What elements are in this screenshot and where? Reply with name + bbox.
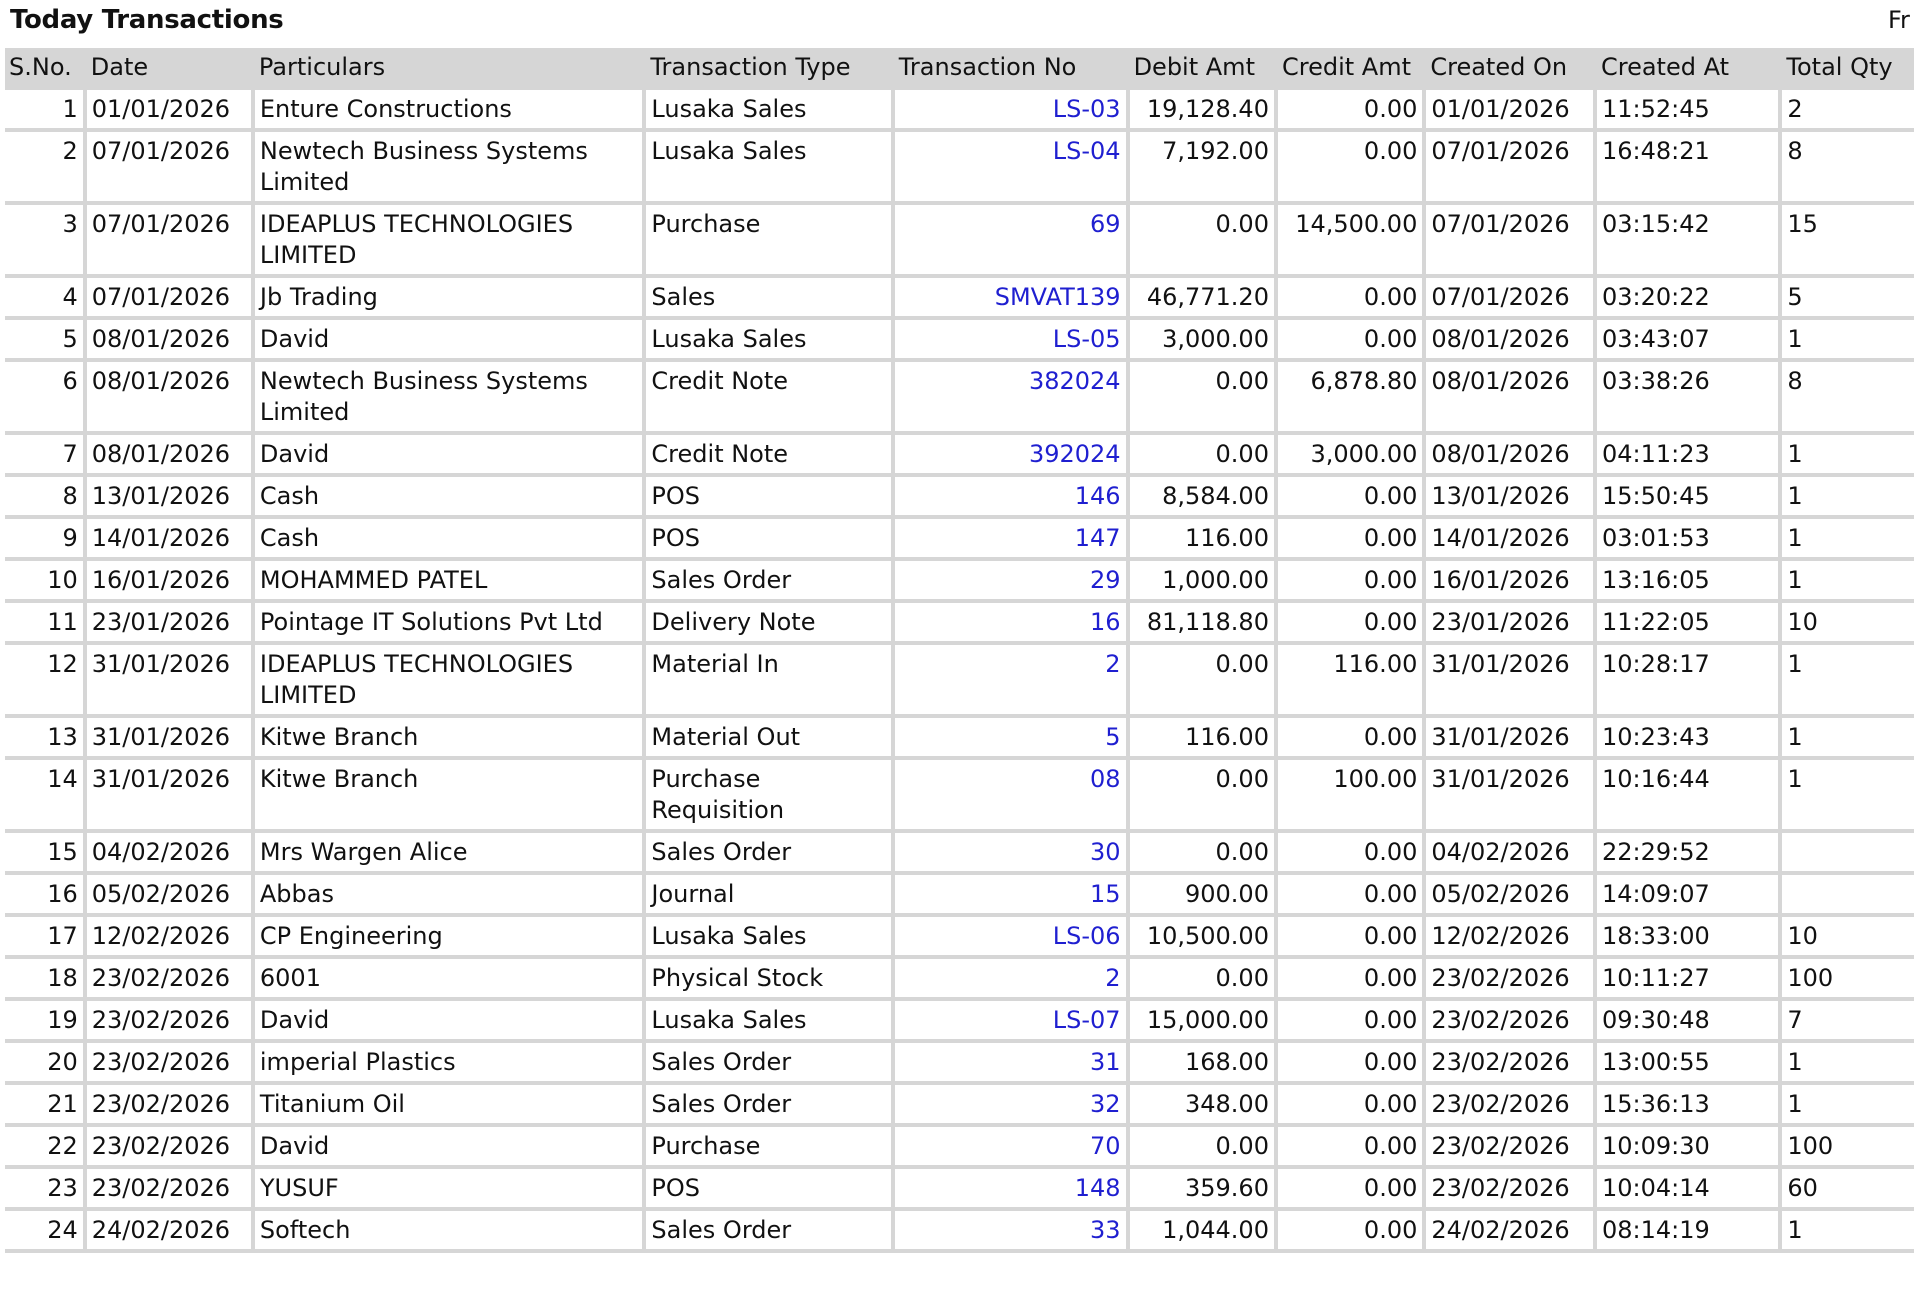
debit-amt-cell: 46,771.20 — [1130, 278, 1274, 316]
transaction-type-cell: POS — [646, 1169, 890, 1207]
transaction-type-cell: Material Out — [646, 718, 890, 756]
sno-cell: 14 — [5, 760, 83, 829]
transaction-type-cell: Lusaka Sales — [646, 320, 890, 358]
truncated-header-text: Fr — [1888, 6, 1910, 34]
table-row[interactable] — [5, 1211, 1914, 1249]
particulars-cell: Enture Constructions — [255, 90, 643, 128]
transaction-no-link[interactable]: 2 — [895, 959, 1126, 997]
created-on-cell: 07/01/2026 — [1426, 132, 1593, 201]
created-at-cell: 11:52:45 — [1597, 90, 1778, 128]
total-qty-cell: 1 — [1782, 1211, 1914, 1249]
debit-amt-cell: 0.00 — [1130, 362, 1274, 431]
table-row[interactable] — [5, 362, 1914, 431]
particulars-cell: Titanium Oil — [255, 1085, 643, 1123]
transaction-type-cell: Delivery Note — [646, 603, 890, 641]
transaction-no-link[interactable]: LS-07 — [895, 1001, 1126, 1039]
created-on-cell: 23/02/2026 — [1426, 1085, 1593, 1123]
credit-amt-cell: 0.00 — [1278, 1169, 1422, 1207]
debit-amt-cell: 348.00 — [1130, 1085, 1274, 1123]
sno-cell: 7 — [5, 435, 83, 473]
debit-amt-cell: 116.00 — [1130, 519, 1274, 557]
credit-amt-cell: 100.00 — [1278, 760, 1422, 829]
created-at-cell: 10:09:30 — [1597, 1127, 1778, 1165]
total-qty-cell — [1782, 875, 1914, 913]
created-on-cell: 23/02/2026 — [1426, 1169, 1593, 1207]
particulars-cell: David — [255, 435, 643, 473]
transaction-no-link[interactable]: 382024 — [895, 362, 1126, 431]
transaction-type-cell: Journal — [646, 875, 890, 913]
transaction-no-link[interactable]: 30 — [895, 833, 1126, 871]
date-cell: 13/01/2026 — [87, 477, 251, 515]
debit-amt-cell: 3,000.00 — [1130, 320, 1274, 358]
created-on-cell: 08/01/2026 — [1426, 435, 1593, 473]
transaction-no-link[interactable]: 392024 — [895, 435, 1126, 473]
transaction-no-link[interactable]: 32 — [895, 1085, 1126, 1123]
sno-cell: 22 — [5, 1127, 83, 1165]
total-qty-cell: 60 — [1782, 1169, 1914, 1207]
sno-cell: 2 — [5, 132, 83, 201]
column-header-sno[interactable]: S.No. — [5, 48, 83, 86]
date-cell: 08/01/2026 — [87, 320, 251, 358]
date-cell: 14/01/2026 — [87, 519, 251, 557]
date-cell: 12/02/2026 — [87, 917, 251, 955]
created-on-cell: 01/01/2026 — [1426, 90, 1593, 128]
created-at-cell: 03:15:42 — [1597, 205, 1778, 274]
created-on-cell: 07/01/2026 — [1426, 278, 1593, 316]
transactions-grid — [5, 48, 1914, 1306]
total-qty-cell: 10 — [1782, 917, 1914, 955]
transaction-type-cell: Sales Order — [646, 1211, 890, 1249]
debit-amt-cell: 1,000.00 — [1130, 561, 1274, 599]
particulars-cell: David — [255, 1127, 643, 1165]
date-cell: 24/02/2026 — [87, 1211, 251, 1249]
sno-cell: 12 — [5, 645, 83, 714]
table-body — [5, 90, 1914, 1249]
sno-cell: 20 — [5, 1043, 83, 1081]
debit-amt-cell: 900.00 — [1130, 875, 1274, 913]
transaction-type-cell: Lusaka Sales — [646, 1001, 890, 1039]
transaction-type-cell: Lusaka Sales — [646, 917, 890, 955]
date-cell: 23/01/2026 — [87, 603, 251, 641]
particulars-cell: Abbas — [255, 875, 643, 913]
total-qty-cell: 1 — [1782, 477, 1914, 515]
transaction-no-link[interactable]: 70 — [895, 1127, 1126, 1165]
created-on-cell: 14/01/2026 — [1426, 519, 1593, 557]
created-at-cell: 10:16:44 — [1597, 760, 1778, 829]
table-row[interactable] — [5, 1085, 1914, 1123]
created-at-cell: 03:43:07 — [1597, 320, 1778, 358]
debit-amt-cell: 19,128.40 — [1130, 90, 1274, 128]
date-cell: 23/02/2026 — [87, 1169, 251, 1207]
total-qty-cell — [1782, 833, 1914, 871]
column-header-date[interactable]: Date — [87, 48, 251, 86]
credit-amt-cell: 0.00 — [1278, 1001, 1422, 1039]
credit-amt-cell: 3,000.00 — [1278, 435, 1422, 473]
transaction-type-cell: Physical Stock — [646, 959, 890, 997]
created-on-cell: 07/01/2026 — [1426, 205, 1593, 274]
date-cell: 01/01/2026 — [87, 90, 251, 128]
created-at-cell: 16:48:21 — [1597, 132, 1778, 201]
debit-amt-cell: 0.00 — [1130, 435, 1274, 473]
transaction-no-link[interactable]: 2 — [895, 645, 1126, 714]
total-qty-cell: 15 — [1782, 205, 1914, 274]
total-qty-cell: 10 — [1782, 603, 1914, 641]
total-qty-cell: 100 — [1782, 959, 1914, 997]
created-on-cell: 05/02/2026 — [1426, 875, 1593, 913]
particulars-cell: Cash — [255, 477, 643, 515]
debit-amt-cell: 168.00 — [1130, 1043, 1274, 1081]
transaction-type-cell: Sales — [646, 278, 890, 316]
table-row[interactable] — [5, 603, 1914, 641]
sno-cell: 10 — [5, 561, 83, 599]
created-on-cell: 08/01/2026 — [1426, 362, 1593, 431]
date-cell: 08/01/2026 — [87, 362, 251, 431]
transaction-type-cell: Purchase — [646, 1127, 890, 1165]
created-at-cell: 03:20:22 — [1597, 278, 1778, 316]
created-at-cell: 08:14:19 — [1597, 1211, 1778, 1249]
created-on-cell: 23/01/2026 — [1426, 603, 1593, 641]
debit-amt-cell: 0.00 — [1130, 645, 1274, 714]
total-qty-cell: 2 — [1782, 90, 1914, 128]
created-at-cell: 09:30:48 — [1597, 1001, 1778, 1039]
debit-amt-cell: 359.60 — [1130, 1169, 1274, 1207]
date-cell: 31/01/2026 — [87, 760, 251, 829]
table-row[interactable] — [5, 435, 1914, 473]
sno-cell: 21 — [5, 1085, 83, 1123]
credit-amt-cell: 6,878.80 — [1278, 362, 1422, 431]
total-qty-cell: 1 — [1782, 1085, 1914, 1123]
date-cell: 08/01/2026 — [87, 435, 251, 473]
particulars-cell: Mrs Wargen Alice — [255, 833, 643, 871]
created-on-cell: 13/01/2026 — [1426, 477, 1593, 515]
table-row[interactable] — [5, 519, 1914, 557]
sno-cell: 6 — [5, 362, 83, 431]
transaction-type-cell: Lusaka Sales — [646, 90, 890, 128]
date-cell: 23/02/2026 — [87, 1127, 251, 1165]
sno-cell: 1 — [5, 90, 83, 128]
particulars-cell: Softech — [255, 1211, 643, 1249]
credit-amt-cell: 0.00 — [1278, 603, 1422, 641]
transaction-no-link[interactable]: LS-04 — [895, 132, 1126, 201]
transaction-type-cell: Sales Order — [646, 1043, 890, 1081]
table-row[interactable] — [5, 1169, 1914, 1207]
column-header-total-qty[interactable]: Total Qty — [1782, 48, 1914, 86]
credit-amt-cell: 0.00 — [1278, 1043, 1422, 1081]
created-at-cell: 10:23:43 — [1597, 718, 1778, 756]
transaction-no-link[interactable]: 31 — [895, 1043, 1126, 1081]
date-cell: 07/01/2026 — [87, 205, 251, 274]
transactions-table — [5, 48, 1914, 1253]
table-row[interactable] — [5, 718, 1914, 756]
column-header-particulars[interactable]: Particulars — [255, 48, 643, 86]
created-on-cell: 31/01/2026 — [1426, 718, 1593, 756]
transaction-no-link[interactable]: LS-06 — [895, 917, 1126, 955]
particulars-cell: MOHAMMED PATEL — [255, 561, 643, 599]
sno-cell: 16 — [5, 875, 83, 913]
credit-amt-cell: 0.00 — [1278, 917, 1422, 955]
table-row[interactable] — [5, 760, 1914, 829]
debit-amt-cell: 7,192.00 — [1130, 132, 1274, 201]
created-on-cell: 16/01/2026 — [1426, 561, 1593, 599]
credit-amt-cell: 116.00 — [1278, 645, 1422, 714]
created-at-cell: 15:50:45 — [1597, 477, 1778, 515]
sno-cell: 19 — [5, 1001, 83, 1039]
table-row[interactable] — [5, 561, 1914, 599]
credit-amt-cell: 0.00 — [1278, 278, 1422, 316]
date-cell: 07/01/2026 — [87, 132, 251, 201]
column-header-created-on[interactable]: Created On — [1426, 48, 1593, 86]
created-at-cell: 18:33:00 — [1597, 917, 1778, 955]
transaction-type-cell: Purchase Requisition — [646, 760, 890, 829]
total-qty-cell: 1 — [1782, 645, 1914, 714]
particulars-cell: YUSUF — [255, 1169, 643, 1207]
transaction-type-cell: Credit Note — [646, 435, 890, 473]
created-at-cell: 10:04:14 — [1597, 1169, 1778, 1207]
sno-cell: 23 — [5, 1169, 83, 1207]
table-row[interactable] — [5, 1127, 1914, 1165]
total-qty-cell: 1 — [1782, 718, 1914, 756]
credit-amt-cell: 0.00 — [1278, 833, 1422, 871]
particulars-cell: IDEAPLUS TECHNOLOGIES LIMITED — [255, 645, 643, 714]
date-cell: 31/01/2026 — [87, 718, 251, 756]
created-on-cell: 12/02/2026 — [1426, 917, 1593, 955]
transaction-no-link[interactable]: 33 — [895, 1211, 1126, 1249]
total-qty-cell: 1 — [1782, 561, 1914, 599]
table-row[interactable] — [5, 278, 1914, 316]
debit-amt-cell: 0.00 — [1130, 1127, 1274, 1165]
date-cell: 23/02/2026 — [87, 1001, 251, 1039]
date-cell: 05/02/2026 — [87, 875, 251, 913]
sno-cell: 11 — [5, 603, 83, 641]
transaction-type-cell: POS — [646, 477, 890, 515]
table-row[interactable] — [5, 645, 1914, 714]
column-header-transaction-no[interactable]: Transaction No — [895, 48, 1126, 86]
credit-amt-cell: 0.00 — [1278, 132, 1422, 201]
created-on-cell: 24/02/2026 — [1426, 1211, 1593, 1249]
transaction-type-cell: Credit Note — [646, 362, 890, 431]
credit-amt-cell: 0.00 — [1278, 875, 1422, 913]
transaction-no-link[interactable]: 69 — [895, 205, 1126, 274]
particulars-cell: David — [255, 320, 643, 358]
credit-amt-cell: 0.00 — [1278, 1211, 1422, 1249]
credit-amt-cell: 14,500.00 — [1278, 205, 1422, 274]
transaction-type-cell: Sales Order — [646, 833, 890, 871]
column-header-debit-amt[interactable]: Debit Amt — [1130, 48, 1274, 86]
created-at-cell: 10:28:17 — [1597, 645, 1778, 714]
date-cell: 23/02/2026 — [87, 1043, 251, 1081]
created-at-cell: 03:01:53 — [1597, 519, 1778, 557]
page-title: Today Transactions — [10, 5, 284, 35]
total-qty-cell: 1 — [1782, 1043, 1914, 1081]
sno-cell: 5 — [5, 320, 83, 358]
top-bar — [0, 0, 1914, 48]
credit-amt-cell: 0.00 — [1278, 90, 1422, 128]
debit-amt-cell: 0.00 — [1130, 959, 1274, 997]
credit-amt-cell: 0.00 — [1278, 519, 1422, 557]
transaction-type-cell: POS — [646, 519, 890, 557]
sno-cell: 24 — [5, 1211, 83, 1249]
sno-cell: 15 — [5, 833, 83, 871]
transaction-type-cell: Material In — [646, 645, 890, 714]
created-on-cell: 08/01/2026 — [1426, 320, 1593, 358]
sno-cell: 13 — [5, 718, 83, 756]
transaction-type-cell: Lusaka Sales — [646, 132, 890, 201]
debit-amt-cell: 0.00 — [1130, 833, 1274, 871]
created-on-cell: 23/02/2026 — [1426, 1043, 1593, 1081]
sno-cell: 8 — [5, 477, 83, 515]
transaction-no-link[interactable]: 29 — [895, 561, 1126, 599]
table-row[interactable] — [5, 477, 1914, 515]
transaction-no-link[interactable]: 08 — [895, 760, 1126, 829]
credit-amt-cell: 0.00 — [1278, 320, 1422, 358]
column-header-created-at[interactable]: Created At — [1597, 48, 1778, 86]
date-cell: 07/01/2026 — [87, 278, 251, 316]
particulars-cell: Newtech Business Systems Limited — [255, 362, 643, 431]
particulars-cell: CP Engineering — [255, 917, 643, 955]
transaction-no-link[interactable]: LS-03 — [895, 90, 1126, 128]
particulars-cell: David — [255, 1001, 643, 1039]
total-qty-cell: 1 — [1782, 519, 1914, 557]
table-row[interactable] — [5, 205, 1914, 274]
credit-amt-cell: 0.00 — [1278, 718, 1422, 756]
total-qty-cell: 100 — [1782, 1127, 1914, 1165]
particulars-cell: Pointage IT Solutions Pvt Ltd — [255, 603, 643, 641]
created-at-cell: 11:22:05 — [1597, 603, 1778, 641]
table-row[interactable] — [5, 1001, 1914, 1039]
debit-amt-cell: 0.00 — [1130, 760, 1274, 829]
created-on-cell: 04/02/2026 — [1426, 833, 1593, 871]
particulars-cell: Newtech Business Systems Limited — [255, 132, 643, 201]
created-at-cell: 03:38:26 — [1597, 362, 1778, 431]
created-on-cell: 23/02/2026 — [1426, 959, 1593, 997]
date-cell: 31/01/2026 — [87, 645, 251, 714]
particulars-cell: Jb Trading — [255, 278, 643, 316]
credit-amt-cell: 0.00 — [1278, 477, 1422, 515]
transaction-no-link[interactable]: 15 — [895, 875, 1126, 913]
table-row[interactable] — [5, 959, 1914, 997]
credit-amt-cell: 0.00 — [1278, 561, 1422, 599]
total-qty-cell: 8 — [1782, 362, 1914, 431]
transaction-type-cell: Sales Order — [646, 1085, 890, 1123]
transaction-no-link[interactable]: 148 — [895, 1169, 1126, 1207]
total-qty-cell: 8 — [1782, 132, 1914, 201]
particulars-cell: 6001 — [255, 959, 643, 997]
credit-amt-cell: 0.00 — [1278, 1085, 1422, 1123]
debit-amt-cell: 116.00 — [1130, 718, 1274, 756]
debit-amt-cell: 81,118.80 — [1130, 603, 1274, 641]
credit-amt-cell: 0.00 — [1278, 959, 1422, 997]
particulars-cell: Kitwe Branch — [255, 718, 643, 756]
created-at-cell: 04:11:23 — [1597, 435, 1778, 473]
particulars-cell: Kitwe Branch — [255, 760, 643, 829]
table-row[interactable] — [5, 833, 1914, 871]
credit-amt-cell: 0.00 — [1278, 1127, 1422, 1165]
column-header-credit-amt[interactable]: Credit Amt — [1278, 48, 1422, 86]
created-on-cell: 31/01/2026 — [1426, 645, 1593, 714]
total-qty-cell: 1 — [1782, 320, 1914, 358]
particulars-cell: IDEAPLUS TECHNOLOGIES LIMITED — [255, 205, 643, 274]
created-at-cell: 10:11:27 — [1597, 959, 1778, 997]
date-cell: 04/02/2026 — [87, 833, 251, 871]
transaction-no-link[interactable]: 147 — [895, 519, 1126, 557]
debit-amt-cell: 8,584.00 — [1130, 477, 1274, 515]
created-on-cell: 23/02/2026 — [1426, 1127, 1593, 1165]
debit-amt-cell: 10,500.00 — [1130, 917, 1274, 955]
table-row[interactable] — [5, 1043, 1914, 1081]
table-row[interactable] — [5, 875, 1914, 913]
table-row[interactable] — [5, 917, 1914, 955]
sno-cell: 3 — [5, 205, 83, 274]
table-header-row — [5, 48, 1914, 86]
sno-cell: 18 — [5, 959, 83, 997]
date-cell: 23/02/2026 — [87, 959, 251, 997]
column-header-transaction-type[interactable]: Transaction Type — [646, 48, 890, 86]
table-row[interactable] — [5, 132, 1914, 201]
particulars-cell: Cash — [255, 519, 643, 557]
transaction-no-link[interactable]: SMVAT139 — [895, 278, 1126, 316]
transaction-type-cell: Sales Order — [646, 561, 890, 599]
transaction-type-cell: Purchase — [646, 205, 890, 274]
created-at-cell: 13:16:05 — [1597, 561, 1778, 599]
debit-amt-cell: 0.00 — [1130, 205, 1274, 274]
total-qty-cell: 1 — [1782, 760, 1914, 829]
transaction-no-link[interactable]: 5 — [895, 718, 1126, 756]
total-qty-cell: 5 — [1782, 278, 1914, 316]
created-at-cell: 15:36:13 — [1597, 1085, 1778, 1123]
created-on-cell: 23/02/2026 — [1426, 1001, 1593, 1039]
date-cell: 23/02/2026 — [87, 1085, 251, 1123]
sno-cell: 4 — [5, 278, 83, 316]
created-at-cell: 13:00:55 — [1597, 1043, 1778, 1081]
transaction-no-link[interactable]: 146 — [895, 477, 1126, 515]
sno-cell: 17 — [5, 917, 83, 955]
transaction-no-link[interactable]: LS-05 — [895, 320, 1126, 358]
sno-cell: 9 — [5, 519, 83, 557]
total-qty-cell: 7 — [1782, 1001, 1914, 1039]
created-at-cell: 22:29:52 — [1597, 833, 1778, 871]
created-at-cell: 14:09:07 — [1597, 875, 1778, 913]
debit-amt-cell: 1,044.00 — [1130, 1211, 1274, 1249]
debit-amt-cell: 15,000.00 — [1130, 1001, 1274, 1039]
table-row[interactable] — [5, 320, 1914, 358]
created-on-cell: 31/01/2026 — [1426, 760, 1593, 829]
particulars-cell: imperial Plastics — [255, 1043, 643, 1081]
table-row[interactable] — [5, 90, 1914, 128]
total-qty-cell: 1 — [1782, 435, 1914, 473]
date-cell: 16/01/2026 — [87, 561, 251, 599]
transaction-no-link[interactable]: 16 — [895, 603, 1126, 641]
